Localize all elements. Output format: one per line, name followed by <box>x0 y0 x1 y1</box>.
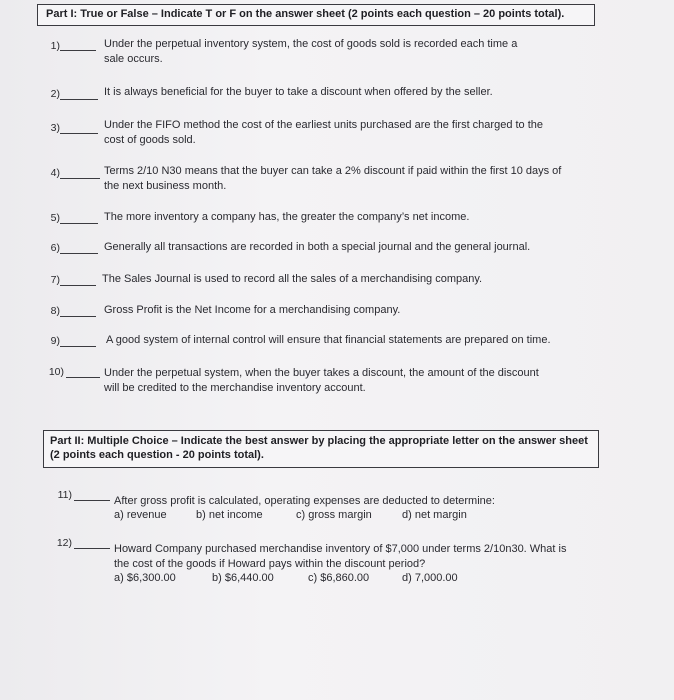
question-text: A good system of internal control will ensure that financial statements are prepared on time. <box>106 334 551 346</box>
question-text: Generally all transactions are recorded in both a special journal and the general journal. <box>104 241 531 253</box>
question-text: The more inventory a company has, the greater the company’s net income. <box>104 211 470 223</box>
question-number: 2) <box>50 88 60 100</box>
question-number: 3) <box>50 122 60 134</box>
question-number: 10) <box>48 366 64 378</box>
option-b[interactable]: b) $6,440.00 <box>212 572 274 584</box>
question-number: 5) <box>50 212 60 224</box>
answer-blank[interactable] <box>74 500 110 501</box>
answer-blank[interactable] <box>60 223 98 224</box>
answer-blank[interactable] <box>60 253 98 254</box>
answer-options <box>114 571 574 586</box>
answer-blank[interactable] <box>60 285 96 286</box>
question-text: Howard Company purchased merchandise inventory of $7,000 under terms 2/10n30. What is the cost of the goods if Howard pays within the discount period? <box>114 543 567 570</box>
question-text: Under the perpetual system, when the buyer takes a discount, the amount of the discount will be credited to the merchandise inventory account. <box>104 367 539 394</box>
question-text: It is always beneficial for the buyer to take a discount when offered by the seller. <box>104 86 493 98</box>
answer-blank[interactable] <box>60 346 96 347</box>
answer-blank[interactable] <box>66 377 100 378</box>
option-d[interactable]: d) 7,000.00 <box>402 572 458 584</box>
answer-blank[interactable] <box>60 133 98 134</box>
question-number: 4) <box>50 167 60 179</box>
question-text: After gross profit is calculated, operating expenses are deducted to determine: <box>114 495 495 507</box>
question-number: 6) <box>50 242 60 254</box>
question-text: Under the FIFO method the cost of the earliest units purchased are the first charged to the cost of goods sold. <box>104 119 544 146</box>
answer-blank[interactable] <box>60 178 100 179</box>
option-c[interactable]: c) gross margin <box>296 509 372 521</box>
answer-blank[interactable] <box>60 99 98 100</box>
question-number: 12) <box>56 537 72 549</box>
answer-blank[interactable] <box>60 316 96 317</box>
question-number: 9) <box>50 335 60 347</box>
option-a[interactable]: a) revenue <box>114 509 167 521</box>
question-number: 8) <box>50 305 60 317</box>
option-d[interactable]: d) net margin <box>402 509 467 521</box>
option-a[interactable]: a) $6,300.00 <box>114 572 176 584</box>
part2-heading: Part II: Multiple Choice – Indicate the best answer by placing the appropriate letter on the answer sheet (2 points each question - 20 points total). <box>43 430 599 468</box>
question-number: 7) <box>50 274 60 286</box>
option-b[interactable]: b) net income <box>196 509 263 521</box>
part1-heading: Part I: True or False – Indicate T or F on the answer sheet (2 points each question – 20 points total). <box>37 4 595 26</box>
question-number: 11) <box>57 489 72 501</box>
option-c[interactable]: c) $6,860.00 <box>308 572 370 584</box>
question-text: Gross Profit is the Net Income for a merchandising company. <box>104 304 401 316</box>
answer-options <box>114 508 574 523</box>
question-text: The Sales Journal is used to record all the sales of a merchandising company. <box>102 273 483 285</box>
question-number: 1) <box>50 40 60 52</box>
question-text: Terms 2/10 N30 means that the buyer can take a 2% discount if paid within the first 10 days of the next business month. <box>104 165 562 192</box>
answer-blank[interactable] <box>60 50 96 51</box>
question-text: Under the perpetual inventory system, the cost of goods sold is recorded each time a sale occurs. <box>104 38 518 65</box>
answer-blank[interactable] <box>74 548 110 549</box>
